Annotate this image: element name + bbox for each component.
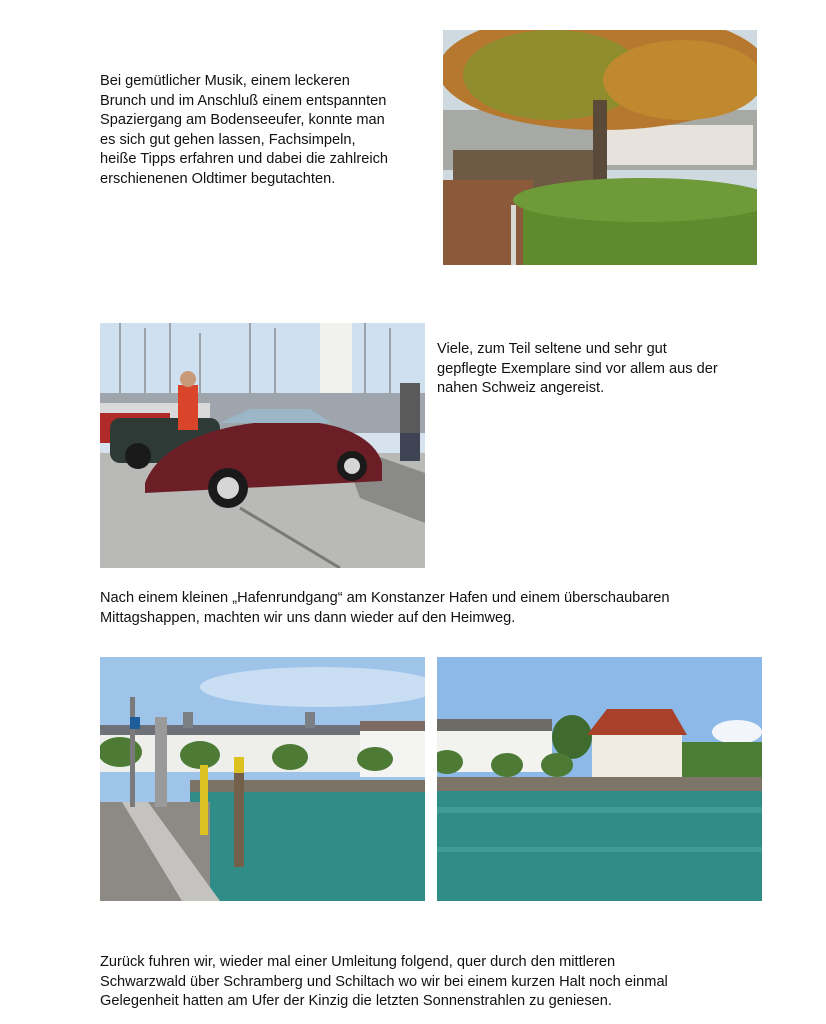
heimweg-paragraph: Zurück fuhren wir, wieder mal einer Umleitung folgend, quer durch den mittleren Schwarzwald über Schramberg und Schiltach wo wir bei einem kurzen Halt noch einmal Gelegenheit hatten am Ufer der Kinzig die letzten Sonnenstrahlen zu geniesen. xyxy=(100,954,668,1009)
lakeside-cafe-photo xyxy=(443,30,757,265)
porsche-oldtimer-photo xyxy=(100,323,425,568)
konstanz-harbor-pier-photo xyxy=(100,657,425,901)
konzil-building-harbor-photo xyxy=(437,657,762,901)
brunch-paragraph: Bei gemütlicher Musik, einem leckeren Brunch und im Anschluß einem entspannten Spaziergang am Bodenseeufer, konnte man es sich gut gehen lassen, Fachsimpeln, heiße Tipps erfahren und dabei die zahlreich erschienenen Oldtimer begutachten. xyxy=(100,73,389,187)
exemplare-paragraph: Viele, zum Teil seltene und sehr gut gepflegte Exemplare sind vor allem aus der nahen Schweiz angereist. xyxy=(437,341,718,396)
hafen-paragraph: Nach einem kleinen „Hafenrundgang“ am Konstanzer Hafen und einem überschaubaren Mittagshappen, machten wir uns dann wieder auf den Heimweg. xyxy=(100,590,670,626)
